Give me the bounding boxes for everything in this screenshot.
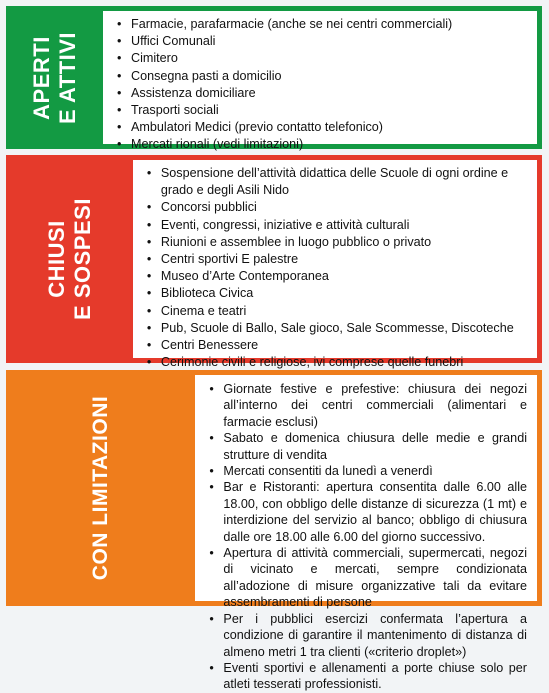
section-open-active <box>6 6 542 152</box>
list-item: • Per i pubblici esercizi confermata l’apertura a condizione di garantire il mantenimento di distanza di almeno metri 1 tra clienti («criterio droplet») <box>201 611 527 660</box>
list-item: • Concorsi pubblici <box>139 199 527 216</box>
list-panel-open-active <box>101 9 539 152</box>
list-item: • Bar e Ristoranti: apertura consentita dalle 6.00 alle 18.00, con obbligo delle distanze di sicurezza (1 mt) e interdizione del servizio al banco; obbligo di chiusura dalle ore 18.00 alle 6.00 del giorno successivo. <box>201 479 527 545</box>
section-title-with-limitations <box>88 396 114 580</box>
list-item: • Mercati rionali (vedi limitazioni) <box>109 136 527 153</box>
title-line: APERTI <box>29 35 54 120</box>
title-line: E ATTIVI <box>55 31 80 124</box>
list-item: • Eventi sportivi e allenamenti a porte chiuse solo per atleti tesserati professionisti. <box>201 660 527 693</box>
list-item: • Cinema e teatri <box>139 303 527 320</box>
closed-suspended-list <box>139 165 527 371</box>
section-title-closed-suspended <box>44 198 96 320</box>
list-item: • Centri Benessere <box>139 337 527 354</box>
list-item: • Eventi, congressi, iniziative e attività culturali <box>139 217 527 234</box>
list-item: • Centri sportivi E palestre <box>139 251 527 268</box>
list-panel-closed-suspended <box>131 158 539 370</box>
list-item: • Sabato e domenica chiusura delle medie e grandi strutture di vendita <box>201 430 527 463</box>
list-item: • Apertura di attività commerciali, supermercati, negozi di vicinato e mercati, sempre condizionata all’adozione di misure organizzative tali da evitare assembramenti di persone <box>201 545 527 611</box>
section-tab-closed-suspended <box>9 158 131 360</box>
section-tab-open-active <box>9 9 101 146</box>
list-item: • Sospensione dell’attività didattica delle Scuole di ogni ordine e grado e degli Asili Nido <box>139 165 527 199</box>
list-item: • Cimitero <box>109 50 527 67</box>
list-item: • Trasporti sociali <box>109 102 527 119</box>
section-with-limitations <box>6 370 542 692</box>
list-item: • Farmacie, parafarmacie (anche se nei centri commerciali) <box>109 16 527 33</box>
section-title-open-active <box>29 32 81 124</box>
list-item: • Riunioni e assemblee in luogo pubblico o privato <box>139 234 527 251</box>
list-item: • Consegna pasti a domicilio <box>109 68 527 85</box>
list-item: • Museo d’Arte Contemporanea <box>139 268 527 285</box>
list-item: • Cerimonie civili e religiose, ivi comprese quelle funebri <box>139 354 527 371</box>
section-tab-with-limitations <box>9 373 193 603</box>
section-closed-suspended <box>6 155 542 370</box>
list-item: • Biblioteca Civica <box>139 285 527 302</box>
title-line: E SOSPESI <box>69 198 95 320</box>
list-item: • Assistenza domiciliare <box>109 85 527 102</box>
open-active-list <box>109 16 527 154</box>
title-line: CHIUSI <box>43 220 69 298</box>
list-item: • Ambulatori Medici (previo contatto telefonico) <box>109 119 527 136</box>
title-line: CON LIMITAZIONI <box>89 395 113 581</box>
list-item: • Mercati consentiti da lunedì a venerdì <box>201 463 527 479</box>
with-limitations-list <box>201 381 527 693</box>
list-item: • Giornate festive e prefestive: chiusura dei negozi all’interno dei centri commerciali (alimentari e farmacie esclusi) <box>201 381 527 430</box>
list-panel-with-limitations <box>193 373 539 692</box>
list-item: • Pub, Scuole di Ballo, Sale gioco, Sale Scommesse, Discoteche <box>139 320 527 337</box>
list-item: • Uffici Comunali <box>109 33 527 50</box>
